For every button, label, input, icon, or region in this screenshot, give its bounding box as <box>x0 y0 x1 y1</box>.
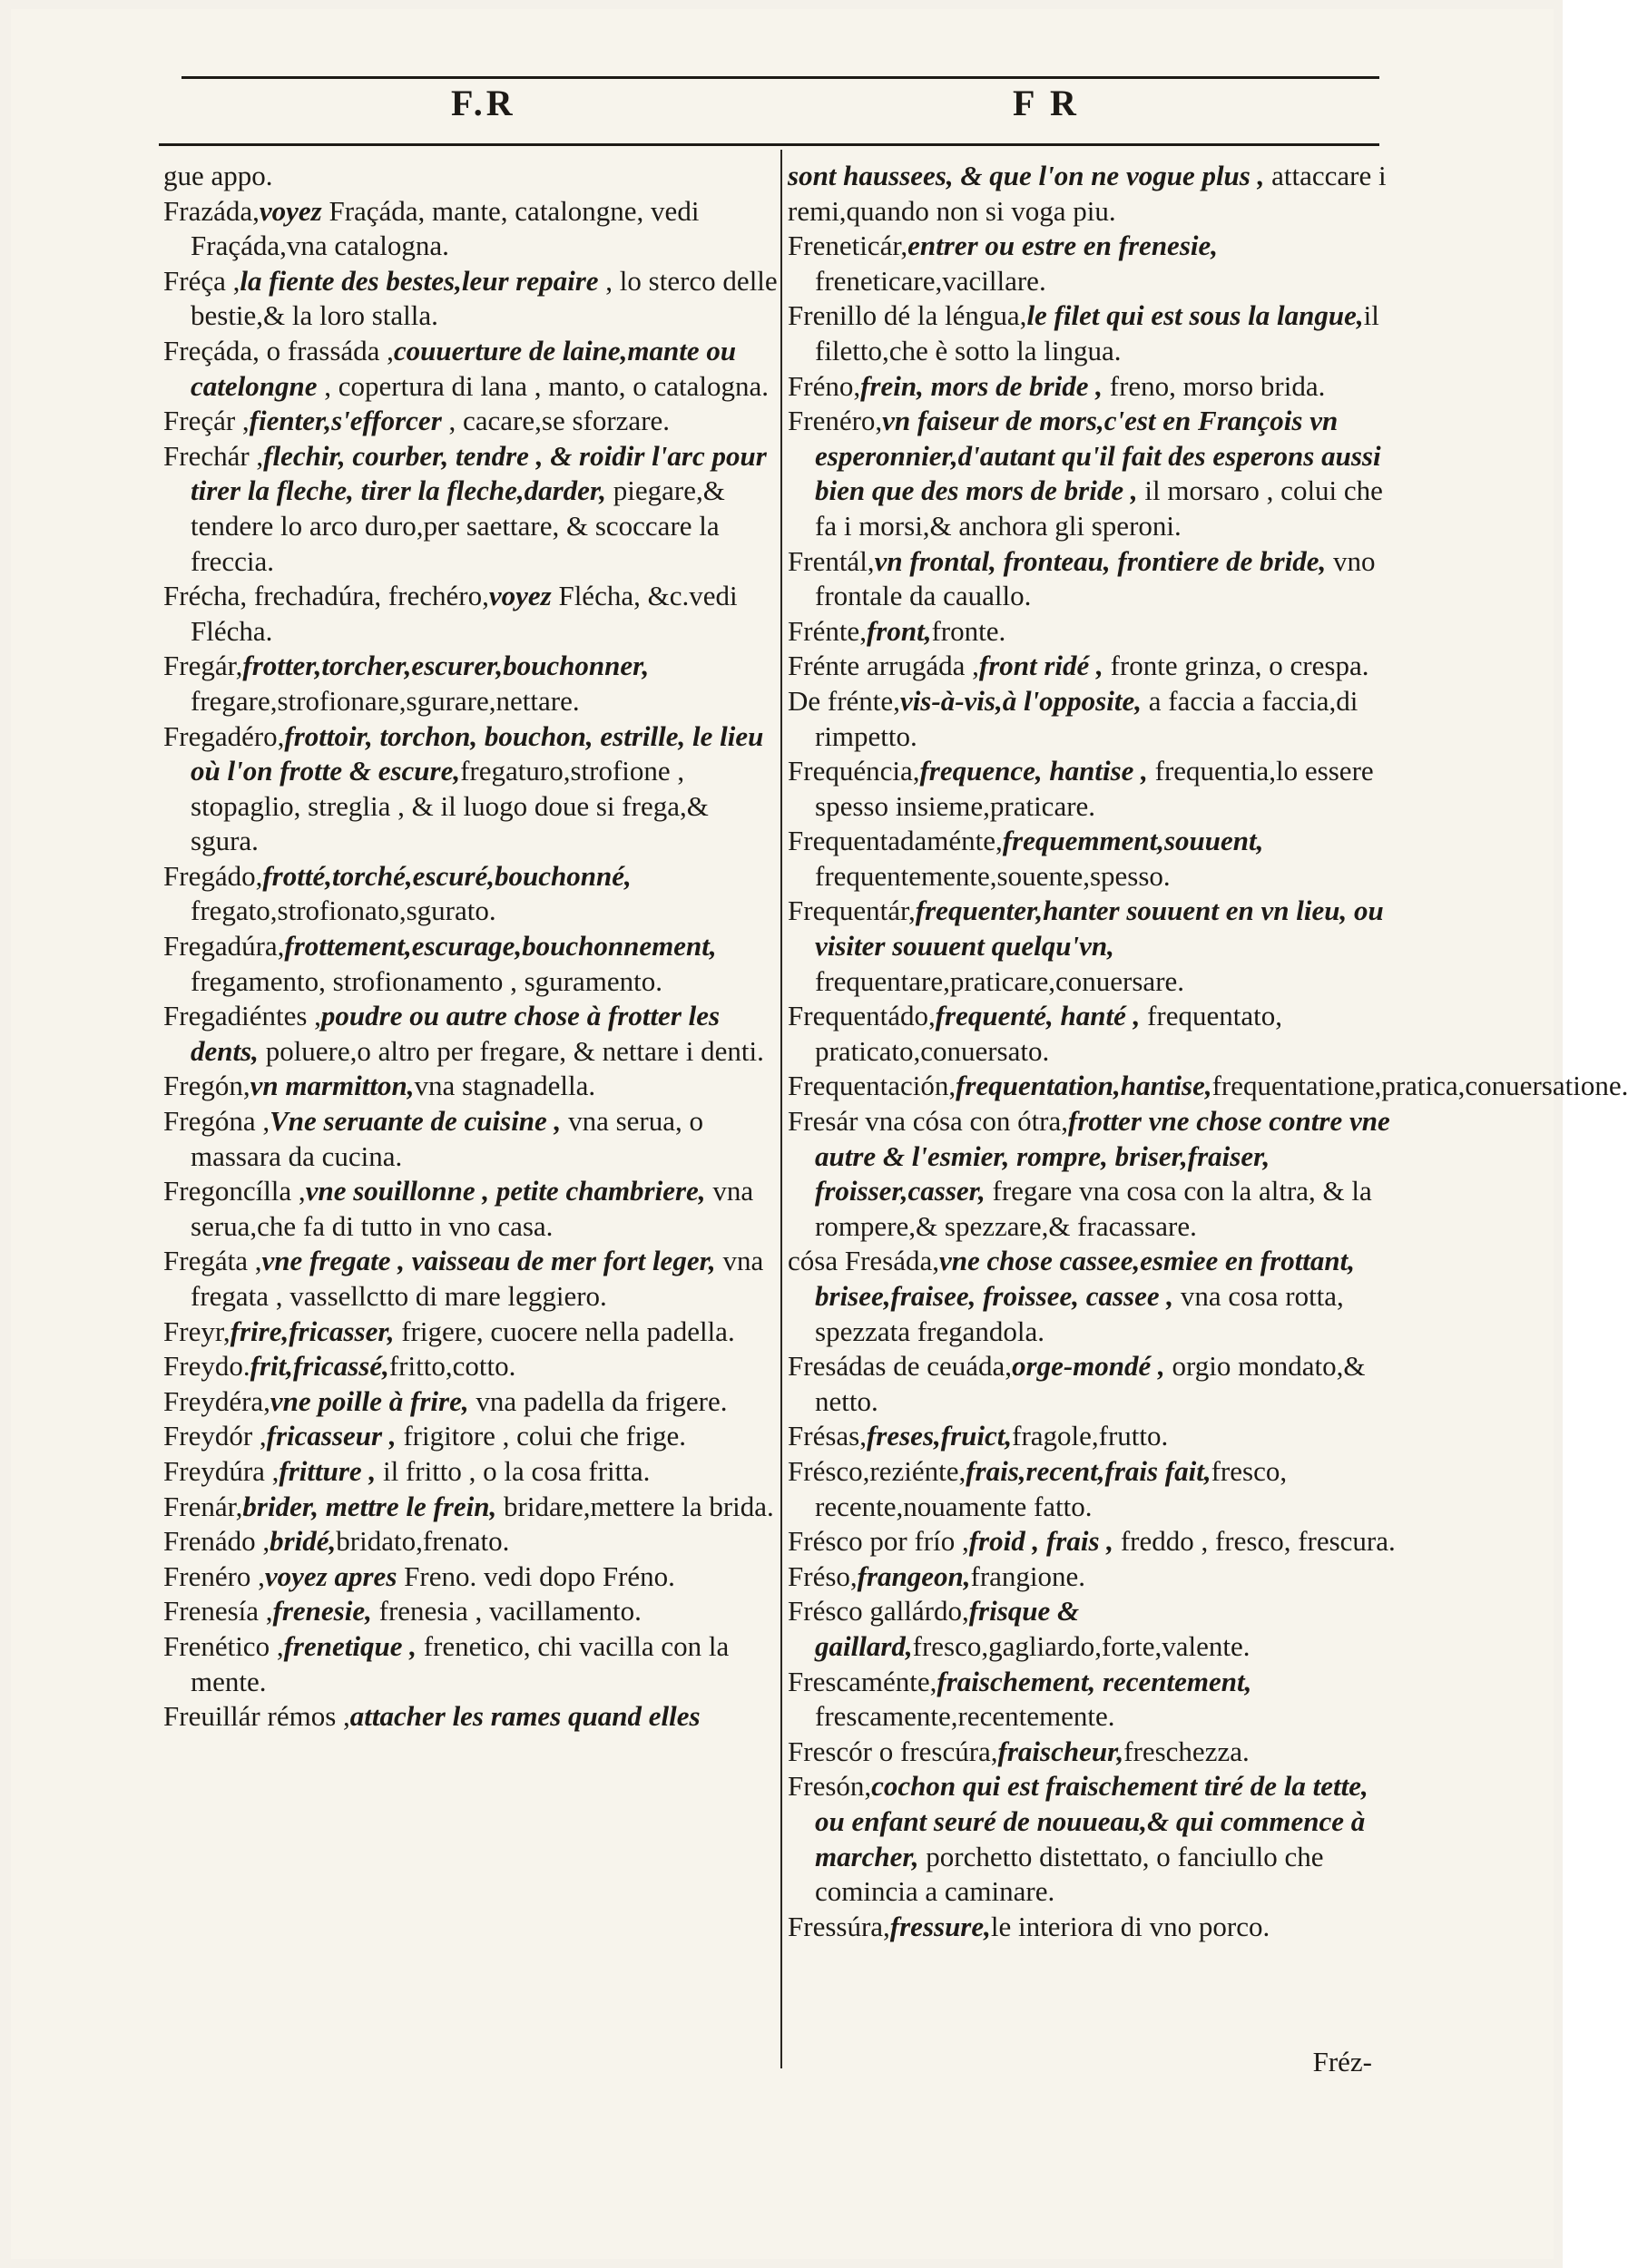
french-gloss: flechir, courber, tendre , & roidir l'arc pour tirer la fleche, tirer la fleche,darder, <box>191 439 767 507</box>
italian-gloss: , copertura di lana , manto, o catalogna. <box>317 369 770 402</box>
french-gloss: voyez apres <box>264 1559 397 1592</box>
dictionary-entry <box>788 1454 1405 1524</box>
italian-gloss: , lo sterco delle bestie,& la loro stalla. <box>191 264 778 332</box>
italian-gloss: fragole,frutto. <box>1012 1420 1169 1452</box>
french-gloss: frenesie, <box>272 1595 372 1628</box>
french-gloss: frit,fricassé, <box>250 1350 389 1383</box>
french-gloss: froid , frais , <box>968 1525 1114 1558</box>
french-gloss: cochon qui est fraischement tiré de la tette, ou enfant seuré de nouueau,& qui commence à marcher, <box>815 1770 1368 1872</box>
italian-gloss: bridato,frenato. <box>336 1525 510 1558</box>
headword: Frésco por frío , <box>788 1525 969 1558</box>
headword: Frescaménte, <box>788 1665 937 1697</box>
french-gloss: frottement,escurage,bouchonnement, <box>284 930 717 963</box>
french-gloss: fraischeur, <box>997 1735 1124 1767</box>
french-gloss: frequemment,souuent, <box>1002 825 1264 857</box>
dictionary-entry <box>788 159 1405 229</box>
french-gloss: vne poille à frire, <box>270 1384 469 1417</box>
italian-gloss: fresco,gagliardo,forte,valente. <box>912 1629 1250 1662</box>
french-gloss: orge-mondé , <box>1012 1350 1165 1383</box>
italian-gloss: vna stagnadella. <box>414 1070 596 1102</box>
french-gloss: frein, mors de bride , <box>860 369 1103 402</box>
french-gloss: Vne seruante de cuisine , <box>270 1105 562 1138</box>
dictionary-entry <box>163 1594 780 1629</box>
right-column <box>788 159 1628 1944</box>
headword: Frenéro, <box>788 405 883 437</box>
headword: Freydúra , <box>163 1454 280 1487</box>
italian-gloss: Freno. vedi dopo Fréno. <box>397 1559 675 1592</box>
french-gloss: poudre ou autre chose à frotter les dents, <box>191 1000 721 1067</box>
headword: Fregadéro, <box>163 719 285 752</box>
dictionary-entry <box>788 1524 1405 1559</box>
french-gloss: frangeon, <box>857 1559 971 1592</box>
headword: Frentál, <box>788 544 875 577</box>
dictionary-entry <box>788 298 1405 368</box>
headword: Frenár, <box>163 1490 243 1522</box>
headword: cósa Fresáda, <box>788 1245 939 1277</box>
headword: Frenádo , <box>163 1525 270 1558</box>
italian-gloss: le interiora di vno porco. <box>990 1910 1270 1942</box>
italian-gloss: Flécha, &c.vedi Flécha. <box>191 580 738 647</box>
headword: Frenillo dé la léngua, <box>788 299 1027 332</box>
french-gloss: fraischement, recentement, <box>937 1665 1252 1697</box>
dictionary-entry <box>163 194 780 264</box>
french-gloss: frequenté, hanté , <box>935 1000 1141 1032</box>
headword: Frésco,reziénte, <box>788 1454 966 1487</box>
italian-gloss: freschezza. <box>1123 1735 1250 1767</box>
catchword: Fréz- <box>1312 2046 1372 2077</box>
dictionary-entry <box>163 1629 780 1699</box>
italian-gloss: il fritto , o la cosa fritta. <box>376 1454 651 1487</box>
french-gloss: fienter,s'efforcer <box>249 405 442 437</box>
headword: Freçár , <box>163 405 250 437</box>
dictionary-entry <box>163 1315 780 1350</box>
french-gloss: frisque & gaillard, <box>815 1595 1080 1662</box>
french-gloss: fricasseur , <box>266 1420 397 1452</box>
dictionary-entry <box>163 1559 780 1595</box>
dictionary-entry <box>163 1244 780 1314</box>
headword: Frénte, <box>788 614 867 647</box>
dictionary-entry <box>163 404 780 439</box>
italian-gloss: frenesia , vacillamento. <box>371 1595 642 1628</box>
italian-gloss: frigitore , colui che frige. <box>396 1420 686 1452</box>
french-gloss: voyez <box>488 580 552 612</box>
headword: Frenesía , <box>163 1595 273 1628</box>
headword: Fregoncílla , <box>163 1175 306 1207</box>
italian-gloss: vna cosa rotta, spezzata fregandola. <box>815 1280 1344 1347</box>
italian-gloss: frenetico, chi vacilla con la mente. <box>191 1629 730 1697</box>
dictionary-entry <box>163 999 780 1069</box>
italian-gloss: fronte grinza, o crespa. <box>1103 650 1369 682</box>
dictionary-entry <box>788 1104 1405 1244</box>
dictionary-entry <box>788 229 1405 298</box>
dictionary-entry <box>163 1384 780 1420</box>
french-gloss: vne fregate , vaisseau de mer fort leger, <box>261 1245 716 1277</box>
headword: Frésas, <box>788 1420 867 1452</box>
dictionary-entry <box>788 1910 1405 1945</box>
italian-gloss: fregare,strofionare,sgurare,nettare. <box>191 684 580 717</box>
headword: Freydéra, <box>163 1384 270 1417</box>
dictionary-entry <box>163 264 780 334</box>
headword: Fregáta , <box>163 1245 262 1277</box>
dictionary-entry <box>788 1349 1405 1419</box>
italian-gloss: vna serua, o massara da cucina. <box>191 1105 703 1172</box>
headword: Fréso, <box>788 1559 858 1592</box>
french-gloss: voyez <box>259 194 322 227</box>
headword: Fresón, <box>788 1770 872 1803</box>
french-gloss: couuerture de laine,mante ou catelongne <box>191 334 737 402</box>
dictionary-entry <box>788 544 1405 614</box>
italian-gloss: vno frontale da cauallo. <box>815 544 1376 612</box>
dictionary-entry <box>788 1069 1628 1104</box>
french-gloss: fressure, <box>889 1910 991 1942</box>
headword: Frequentár, <box>788 894 916 927</box>
dictionary-entry <box>788 369 1405 405</box>
italian-gloss: fregare vna cosa con la altra, & la rompere,& spezzare,& fracassare. <box>815 1175 1372 1242</box>
italian-gloss: fregamento, strofionamento , sguramento. <box>191 964 662 997</box>
headword: De frénte, <box>788 684 900 717</box>
dictionary-entry <box>788 614 1405 650</box>
headword: Freydór , <box>163 1420 267 1452</box>
dictionary-entry <box>163 159 780 194</box>
headword: Fréça , <box>163 264 240 297</box>
header-rule <box>159 143 1379 146</box>
headword: Frenéro , <box>163 1559 265 1592</box>
dictionary-entry <box>163 649 780 719</box>
french-gloss: frottoir, torchon, bouchon, estrille, le lieu où l'on frotte & escure, <box>191 719 764 787</box>
headword: Frescór o frescúra, <box>788 1735 998 1767</box>
top-rule <box>181 76 1379 79</box>
dictionary-entry <box>788 824 1405 894</box>
italian-gloss: vna fregata , vassellctto di mare leggiero. <box>191 1245 764 1312</box>
french-gloss: bridé, <box>270 1525 337 1558</box>
french-gloss: frotté,torché,escuré,bouchonné, <box>262 859 632 892</box>
italian-gloss: il filetto,che è sotto la lingua. <box>815 299 1379 367</box>
italian-gloss: frequentatione,pratica,conuersatione. <box>1211 1070 1628 1102</box>
dictionary-entry <box>163 1490 780 1525</box>
left-column <box>163 159 780 1735</box>
french-gloss: front ridé , <box>978 650 1103 682</box>
dictionary-entry <box>788 404 1405 543</box>
headword: Fressúra, <box>788 1910 890 1942</box>
italian-gloss: poluere,o altro per fregare, & nettare i denti. <box>258 1034 764 1067</box>
french-gloss: frequentation,hantise, <box>956 1070 1212 1102</box>
headword: Freyr, <box>163 1315 230 1347</box>
italian-gloss: frigere, cuocere nella padella. <box>394 1315 735 1347</box>
headword: Frequéncia, <box>788 755 920 787</box>
italian-gloss: piegare,& tendere lo arco duro,per saettare, & scoccare la freccia. <box>191 474 725 577</box>
french-gloss: le filet qui est sous la langue, <box>1026 299 1364 332</box>
french-gloss: frequenter,hanter souuent en vn lieu, ou visiter souuent quelqu'vn, <box>815 894 1384 963</box>
italian-gloss: frequentia,lo essere spesso insieme,praticare. <box>815 755 1374 822</box>
french-gloss: frotter,torcher,escurer,bouchonner, <box>242 650 650 682</box>
headword: Frequentación, <box>788 1070 956 1102</box>
headword: Frécha, frechadúra, frechéro, <box>163 580 489 612</box>
french-gloss: frais,recent,frais fait, <box>966 1454 1211 1487</box>
headword: Fregóna , <box>163 1105 270 1138</box>
dictionary-entry <box>163 334 780 404</box>
dictionary-entry <box>163 579 780 649</box>
headword: Frechár , <box>163 439 264 472</box>
italian-gloss: Fraçáda, mante, catalongne, vedi Fraçáda,vna catalogna. <box>191 194 700 262</box>
french-gloss: frequence, hantise , <box>919 755 1148 787</box>
headword: Frequentádo, <box>788 1000 936 1032</box>
french-gloss: vne chose cassee,esmiee en frottant, brisee,fraisee, froissee, cassee , <box>815 1245 1356 1312</box>
italian-gloss: fresco, recente,nouamente fatto. <box>815 1454 1288 1522</box>
dictionary-entry <box>163 1524 780 1559</box>
headword: Frequentadaménte, <box>788 825 1003 857</box>
headword: Fresár vna cósa con ótra, <box>788 1105 1069 1138</box>
french-gloss: vn marmitton, <box>250 1070 415 1102</box>
french-gloss: vn faiseur de mors,c'est en François vn esperonnier,d'autant qu'il fait des esperons aussi bien que des mors de bride , <box>815 405 1381 507</box>
dictionary-entry <box>163 859 780 929</box>
headword: Fréno, <box>788 369 861 402</box>
dictionary-entry <box>788 999 1405 1069</box>
italian-gloss: fronte. <box>931 614 1006 647</box>
french-gloss: front, <box>866 614 932 647</box>
dictionary-entry <box>788 1244 1405 1349</box>
italian-gloss: freddo , fresco, frescura. <box>1113 1525 1396 1558</box>
running-head-left: F.R <box>451 83 516 123</box>
french-gloss: vne souillonne , petite chambriere, <box>305 1175 706 1207</box>
italian-gloss: frequentemente,souente,spesso. <box>815 859 1171 892</box>
french-gloss: freses,fruict, <box>866 1420 1013 1452</box>
italian-gloss: frequentare,praticare,conuersare. <box>815 964 1185 997</box>
french-gloss: vn frontal, fronteau, frontiere de bride, <box>874 544 1327 577</box>
french-gloss: sont haussees, & que l'on ne vogue plus , <box>788 160 1265 191</box>
running-head-right: F R <box>1013 83 1080 123</box>
dictionary-entry <box>163 439 780 579</box>
italian-gloss: , cacare,se sforzare. <box>441 405 671 437</box>
french-gloss: la fiente des bestes,leur repaire <box>240 264 599 297</box>
headword: Frazáda, <box>163 194 260 227</box>
dictionary-entry <box>788 684 1405 754</box>
french-gloss: frotter vne chose contre vne autre & l'esmier, rompre, briser,fraiser, froisser,casser, <box>815 1105 1390 1207</box>
italian-gloss: freno, morso brida. <box>1103 369 1326 402</box>
headword: Freneticár, <box>788 230 908 262</box>
dictionary-entry <box>163 1349 780 1384</box>
italian-gloss: fritto,cotto. <box>388 1350 516 1383</box>
dictionary-entry <box>788 1594 1405 1664</box>
italian-gloss: porchetto distettato, o fanciullo che comincia a caminare. <box>815 1840 1324 1908</box>
italian-gloss: vna padella da frigere. <box>468 1384 728 1417</box>
headword: gue appo. <box>163 160 273 191</box>
dictionary-entry <box>788 894 1405 999</box>
italian-gloss: attaccare i remi,quando non si voga piu. <box>788 160 1387 227</box>
french-gloss: fritture , <box>279 1454 377 1487</box>
headword: Fresádas de ceuáda, <box>788 1350 1013 1383</box>
headword: Fregadúra, <box>163 930 285 963</box>
headword: Fregádo, <box>163 859 263 892</box>
dictionary-entry <box>163 719 780 859</box>
dictionary-entry <box>788 1769 1405 1909</box>
dictionary-entry <box>163 1419 780 1454</box>
dictionary-entry <box>163 1454 780 1490</box>
french-gloss: brider, mettre le frein, <box>242 1490 497 1522</box>
headword: Freçáda, o frassáda , <box>163 334 394 367</box>
italian-gloss: frescamente,recentemente. <box>815 1700 1115 1733</box>
column-divider <box>780 150 782 2068</box>
french-gloss: vis-à-vis,à l'opposite, <box>899 684 1142 717</box>
italian-gloss: frequentato, praticato,conuersato. <box>815 1000 1282 1067</box>
italian-gloss: orgio mondato,& netto. <box>815 1350 1366 1417</box>
dictionary-entry <box>163 929 780 999</box>
dictionary-entry <box>788 1665 1405 1735</box>
dictionary-entry <box>788 1559 1405 1595</box>
italian-gloss: freneticare,vacillare. <box>815 264 1046 297</box>
italian-gloss: bridare,mettere la brida. <box>496 1490 774 1522</box>
headword: Fregadiéntes , <box>163 1000 321 1032</box>
french-gloss: frire,fricasser, <box>230 1315 395 1347</box>
headword: Frénte arrugáda , <box>788 650 979 682</box>
headword: Fregár, <box>163 650 243 682</box>
dictionary-entry <box>163 1174 780 1244</box>
dictionary-entry <box>163 1104 780 1174</box>
dictionary-entry <box>163 1069 780 1104</box>
italian-gloss: frangione. <box>970 1559 1086 1592</box>
dictionary-entry <box>163 1699 780 1735</box>
headword: Fregón, <box>163 1070 250 1102</box>
dictionary-entry <box>788 1419 1405 1454</box>
french-gloss: frenetique , <box>283 1629 417 1662</box>
italian-gloss: fregato,strofionato,sgurato. <box>191 894 496 927</box>
italian-gloss: fregaturo,strofione , stopaglio, streglia , & il luogo doue si frega,& sgura. <box>191 755 709 857</box>
french-gloss: attacher les rames quand elles <box>349 1700 701 1733</box>
headword: Freuillár rémos , <box>163 1700 350 1733</box>
italian-gloss: vna serua,che fa di tutto in vno casa. <box>191 1175 754 1242</box>
french-gloss: entrer ou estre en frenesie, <box>907 230 1219 262</box>
dictionary-entry <box>788 754 1405 824</box>
headword: Freydo. <box>163 1350 250 1383</box>
dictionary-entry <box>788 1735 1405 1770</box>
italian-gloss: a faccia a faccia,di rimpetto. <box>815 684 1358 752</box>
italian-gloss: il morsaro , colui che fa i morsi,& anchora gli speroni. <box>815 474 1383 542</box>
headword: Frenético , <box>163 1629 284 1662</box>
dictionary-entry <box>788 649 1405 684</box>
headword: Frésco gallárdo, <box>788 1595 969 1628</box>
